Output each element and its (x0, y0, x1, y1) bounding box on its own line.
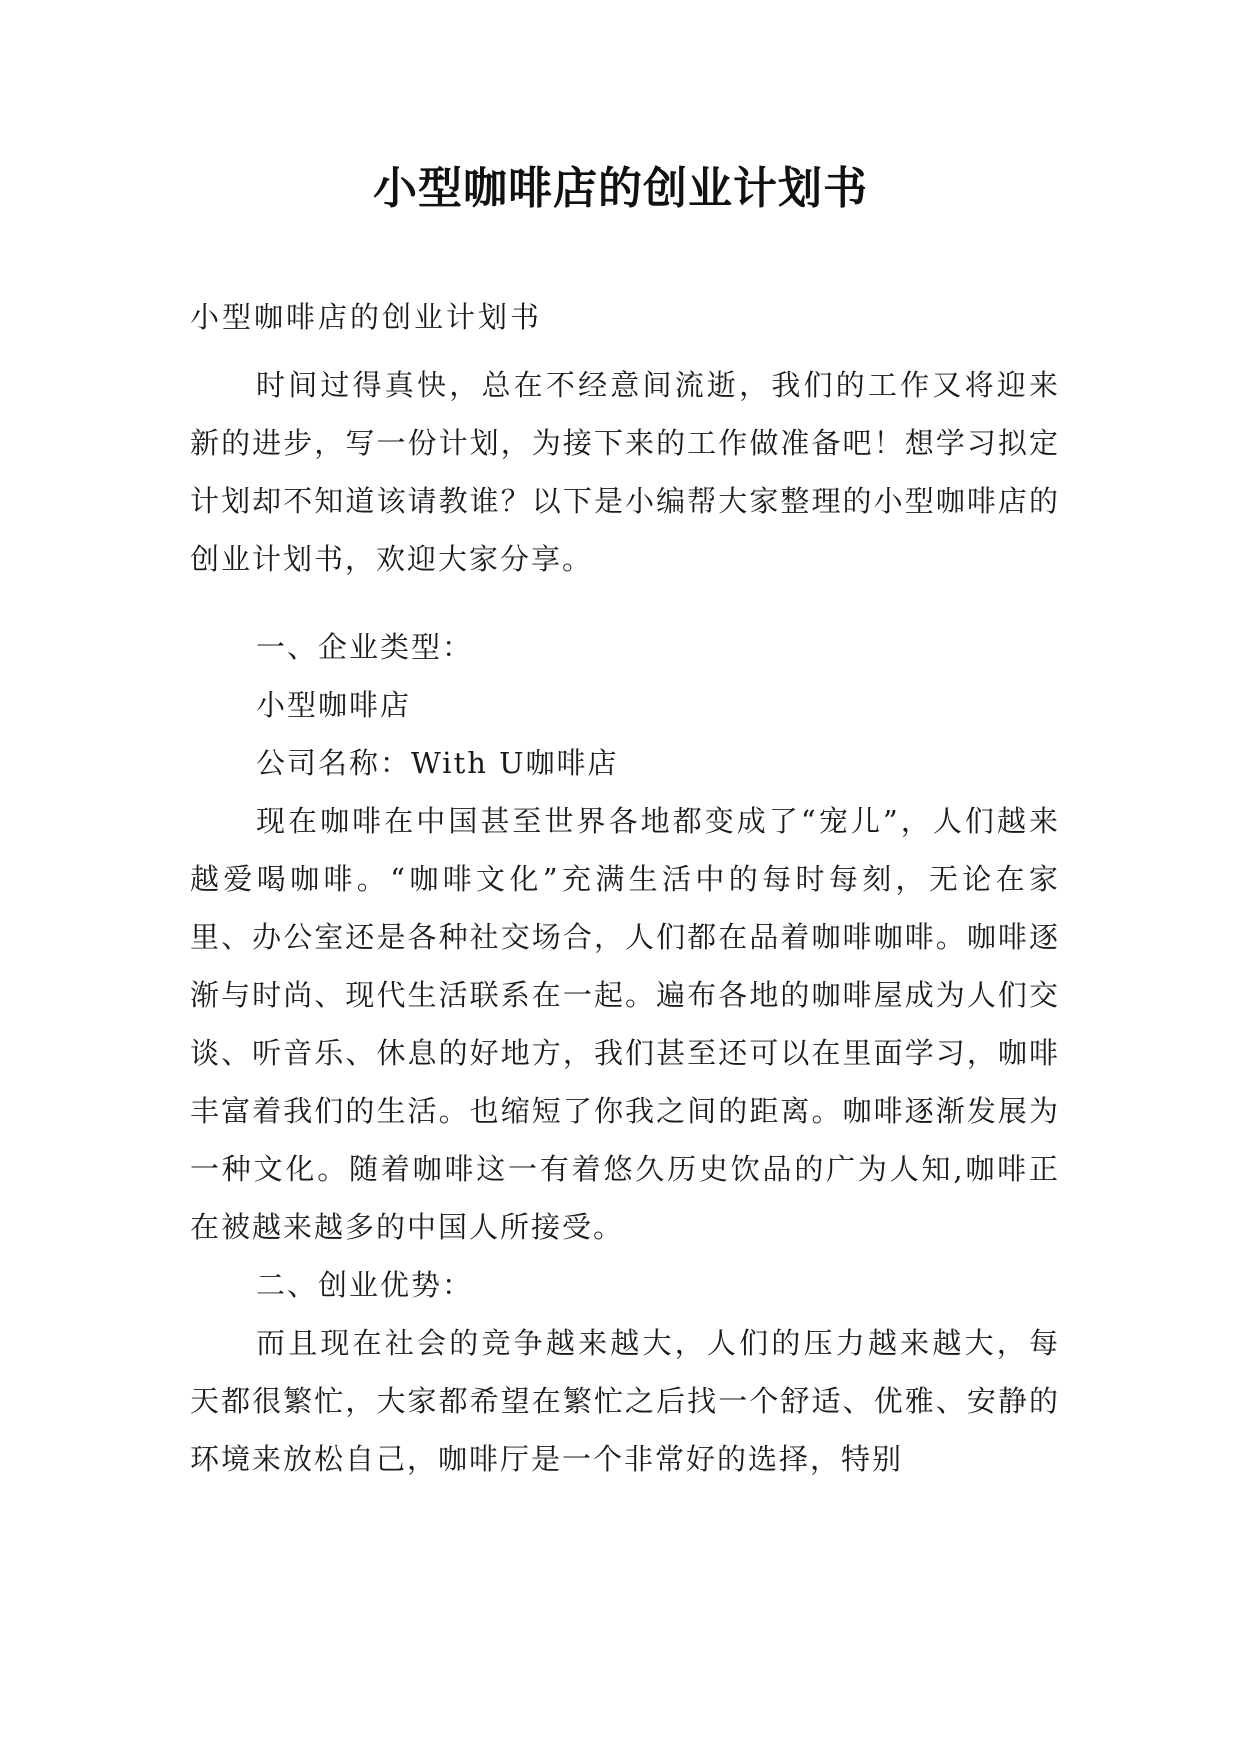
section1-heading: 一、企业类型： (256, 630, 474, 664)
intro-paragraph: 时间过得真快，总在不经意间流逝，我们的工作又将迎来新的进步，写一份计划，为接下来的工作做准备吧！想学习拟定计划却不知道该请教谁？以下是小编帮大家整理的小型咖啡店的创业计划书，欢迎大家分享。 (190, 368, 1060, 576)
intro-section (190, 356, 1060, 588)
section1-paragraph: 现在咖啡在中国甚至世界各地都变成了“宠儿”，人们越来越爱喝咖啡。“咖啡文化”充满生活中的每时每刻，无论在家里、办公室还是各种社交场合，人们都在品着咖啡咖啡。咖啡逐渐与时尚、现代生活联系在一起。遍布各地的咖啡屋成为人们交谈、听音乐、休息的好地方，我们甚至还可以在里面学习，咖啡丰富着我们的生活。也缩短了你我之间的距离。咖啡逐渐发展为一种文化。随着咖啡这一有着悠久历史饮品的广为人知,咖啡正在被越来越多的中国人所接受。 (190, 804, 1060, 1244)
document-subtitle: 小型咖啡店的创业计划书 (190, 300, 543, 334)
section2-heading: 二、创业优势： (256, 1268, 474, 1302)
section-enterprise-type (190, 618, 1060, 1488)
section2-paragraph: 而且现在社会的竞争越来越大，人们的压力越来越大，每天都很繁忙，大家都希望在繁忙之后找一个舒适、优雅、安静的环境来放松自己，咖啡厅是一个非常好的选择，特别 (190, 1326, 1060, 1476)
section1-type: 小型咖啡店 (256, 688, 412, 722)
section1-company-name: 公司名称：With U咖啡店 (256, 746, 619, 780)
document-title: 小型咖啡店的创业计划书 (373, 163, 868, 214)
